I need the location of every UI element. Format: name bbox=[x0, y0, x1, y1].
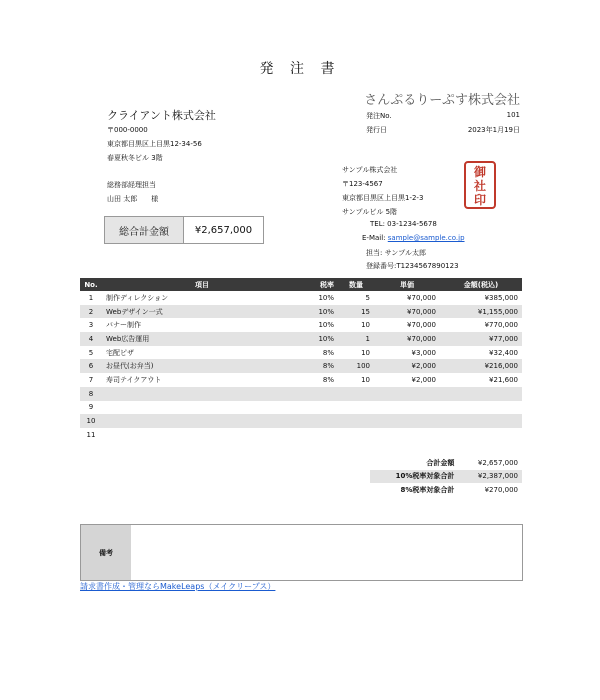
row-item: Webデザイン一式 bbox=[102, 305, 302, 319]
items-table bbox=[80, 278, 522, 442]
row-quantity: 5 bbox=[365, 293, 370, 302]
table-row bbox=[80, 346, 522, 360]
table-row bbox=[80, 305, 522, 319]
issue-date-value: 2023年1月19日 bbox=[467, 126, 520, 134]
row-quantity bbox=[338, 414, 374, 428]
row-amount bbox=[440, 414, 522, 428]
row-tax-rate bbox=[302, 428, 338, 442]
row-tax-rate: 8% bbox=[322, 375, 334, 384]
row-amount bbox=[440, 401, 522, 415]
row-amount: ¥32,400 bbox=[489, 348, 518, 357]
remarks-box bbox=[80, 524, 523, 581]
client-address1: 東京都目黒区上目黒12-34-56 bbox=[107, 140, 202, 148]
grand-total-label: 総合計金額 bbox=[105, 217, 184, 243]
row-item: Web広告運用 bbox=[102, 332, 302, 346]
row-tax-rate bbox=[302, 414, 338, 428]
row-no: 7 bbox=[88, 375, 94, 384]
row-item: お昼代(お弁当) bbox=[102, 359, 302, 373]
col-no-header: No. bbox=[80, 278, 102, 291]
row-unit-price bbox=[374, 414, 440, 428]
row-quantity: 10 bbox=[361, 321, 370, 330]
summary-label: 10%税率対象合計 bbox=[370, 470, 458, 484]
table-row bbox=[80, 401, 522, 415]
order-no-label: 発注No. bbox=[366, 112, 392, 120]
summary-value: ¥2,657,000 bbox=[477, 458, 518, 467]
stamp-char: 社 bbox=[473, 179, 486, 193]
row-quantity: 15 bbox=[338, 305, 374, 319]
row-tax-rate: 10% bbox=[318, 321, 334, 330]
row-no: 9 bbox=[88, 403, 94, 412]
makeleaps-link[interactable]: 請求書作成・管理ならMakeLeaps（メイクリープス） bbox=[80, 582, 276, 591]
table-row bbox=[80, 291, 522, 305]
row-unit-price: ¥70,000 bbox=[407, 321, 436, 330]
summary-table bbox=[370, 456, 522, 497]
stamp-char: 印 bbox=[473, 193, 486, 207]
row-item bbox=[102, 428, 302, 442]
row-item: 制作ディレクション bbox=[106, 293, 169, 302]
row-amount: ¥77,000 bbox=[440, 332, 522, 346]
row-item bbox=[102, 414, 302, 428]
row-item bbox=[102, 401, 302, 415]
issue-date-label: 発行日 bbox=[366, 126, 387, 134]
summary-row bbox=[370, 483, 522, 497]
row-tax-rate: 8% bbox=[302, 359, 338, 373]
email-link[interactable]: sample@sample.co.jp bbox=[387, 234, 465, 242]
grand-total-value: ¥2,657,000 bbox=[194, 224, 253, 236]
row-amount: ¥21,600 bbox=[489, 375, 518, 384]
row-unit-price bbox=[374, 387, 440, 401]
table-row bbox=[80, 373, 522, 387]
row-tax-rate bbox=[302, 401, 338, 415]
issuer-contact: 担当: サンプル太郎 bbox=[366, 249, 426, 257]
client-dept: 総務部経理担当 bbox=[107, 181, 156, 189]
row-no: 1 bbox=[88, 293, 94, 302]
table-row bbox=[80, 387, 522, 401]
table-header-row bbox=[80, 278, 522, 291]
order-no-value: 101 bbox=[506, 111, 520, 119]
remarks-content[interactable] bbox=[131, 525, 522, 580]
summary-value: ¥270,000 bbox=[484, 485, 518, 494]
col-unit-header: 単価 bbox=[374, 278, 440, 291]
table-row bbox=[80, 318, 522, 332]
row-amount: ¥385,000 bbox=[484, 293, 518, 302]
summary-value: ¥2,387,000 bbox=[458, 470, 522, 484]
summary-label: 合計金額 bbox=[426, 458, 455, 467]
row-tax-rate: 10% bbox=[318, 293, 334, 302]
summary-label: 8%税率対象合計 bbox=[400, 485, 455, 494]
row-item: 宅配ピザ bbox=[106, 348, 134, 357]
row-quantity: 1 bbox=[338, 332, 374, 346]
issuer-registration: 登録番号:T1234567890123 bbox=[366, 262, 459, 270]
row-unit-price: ¥70,000 bbox=[407, 293, 436, 302]
col-amount-header: 金額(税込) bbox=[440, 278, 522, 291]
table-row bbox=[80, 428, 522, 442]
row-unit-price: ¥70,000 bbox=[374, 332, 440, 346]
row-unit-price: ¥3,000 bbox=[411, 348, 436, 357]
row-no: 10 bbox=[80, 414, 102, 428]
issuer-name: サンプル株式会社 bbox=[342, 166, 398, 174]
remarks-label: 備考 bbox=[81, 525, 131, 580]
row-no: 4 bbox=[80, 332, 102, 346]
client-name: クライアント株式会社 bbox=[107, 109, 216, 122]
row-no: 11 bbox=[86, 430, 96, 439]
client-address2: 春夏秋冬ビル 3階 bbox=[107, 154, 163, 162]
grand-total-box bbox=[104, 216, 264, 244]
row-amount: ¥216,000 bbox=[440, 359, 522, 373]
issuer-email-row bbox=[362, 234, 465, 242]
row-quantity bbox=[338, 387, 374, 401]
table-row bbox=[80, 414, 522, 428]
row-item bbox=[102, 387, 302, 401]
stamp-char: 御 bbox=[473, 165, 486, 179]
row-unit-price: ¥70,000 bbox=[374, 305, 440, 319]
row-tax-rate: 8% bbox=[322, 348, 334, 357]
issuer-postal: 〒123-4567 bbox=[342, 180, 383, 188]
summary-row bbox=[370, 456, 522, 470]
table-row bbox=[80, 359, 522, 373]
email-label: E-Mail: bbox=[362, 234, 386, 242]
row-quantity bbox=[338, 401, 374, 415]
col-qty-header: 数量 bbox=[338, 278, 374, 291]
row-quantity: 100 bbox=[338, 359, 374, 373]
issuer-address2: サンプルビル 5階 bbox=[342, 208, 398, 216]
row-quantity: 10 bbox=[361, 375, 370, 384]
row-no: 5 bbox=[88, 348, 94, 357]
row-quantity: 10 bbox=[361, 348, 370, 357]
client-postal: 〒000-0000 bbox=[107, 126, 148, 134]
summary-row bbox=[370, 470, 522, 484]
row-item: バナー制作 bbox=[106, 321, 141, 330]
issuer-address1: 東京都目黒区上目黒1-2-3 bbox=[342, 194, 424, 202]
col-tax-header: 税率 bbox=[302, 278, 338, 291]
row-no: 6 bbox=[80, 359, 102, 373]
company-seal-stamp bbox=[464, 161, 496, 209]
row-no: 3 bbox=[88, 321, 94, 330]
brand-name: さんぷるりーぷす株式会社 bbox=[364, 93, 520, 108]
row-amount: ¥1,155,000 bbox=[440, 305, 522, 319]
issuer-tel: TEL: 03-1234-5678 bbox=[370, 220, 437, 228]
row-quantity bbox=[338, 428, 374, 442]
document-title: 発 注 書 bbox=[259, 61, 341, 77]
row-amount bbox=[440, 428, 522, 442]
row-unit-price bbox=[374, 401, 440, 415]
row-tax-rate bbox=[302, 387, 338, 401]
table-row bbox=[80, 332, 522, 346]
row-item: 寿司テイクアウト bbox=[106, 375, 162, 384]
client-person: 山田 太郎 様 bbox=[107, 195, 159, 203]
col-item-header: 項目 bbox=[102, 278, 302, 291]
row-amount: ¥770,000 bbox=[484, 321, 518, 330]
row-no: 8 bbox=[80, 387, 102, 401]
row-unit-price: ¥2,000 bbox=[374, 359, 440, 373]
row-amount bbox=[440, 387, 522, 401]
row-unit-price bbox=[374, 428, 440, 442]
row-unit-price: ¥2,000 bbox=[411, 375, 436, 384]
row-tax-rate: 10% bbox=[302, 305, 338, 319]
row-tax-rate: 10% bbox=[302, 332, 338, 346]
row-no: 2 bbox=[80, 305, 102, 319]
